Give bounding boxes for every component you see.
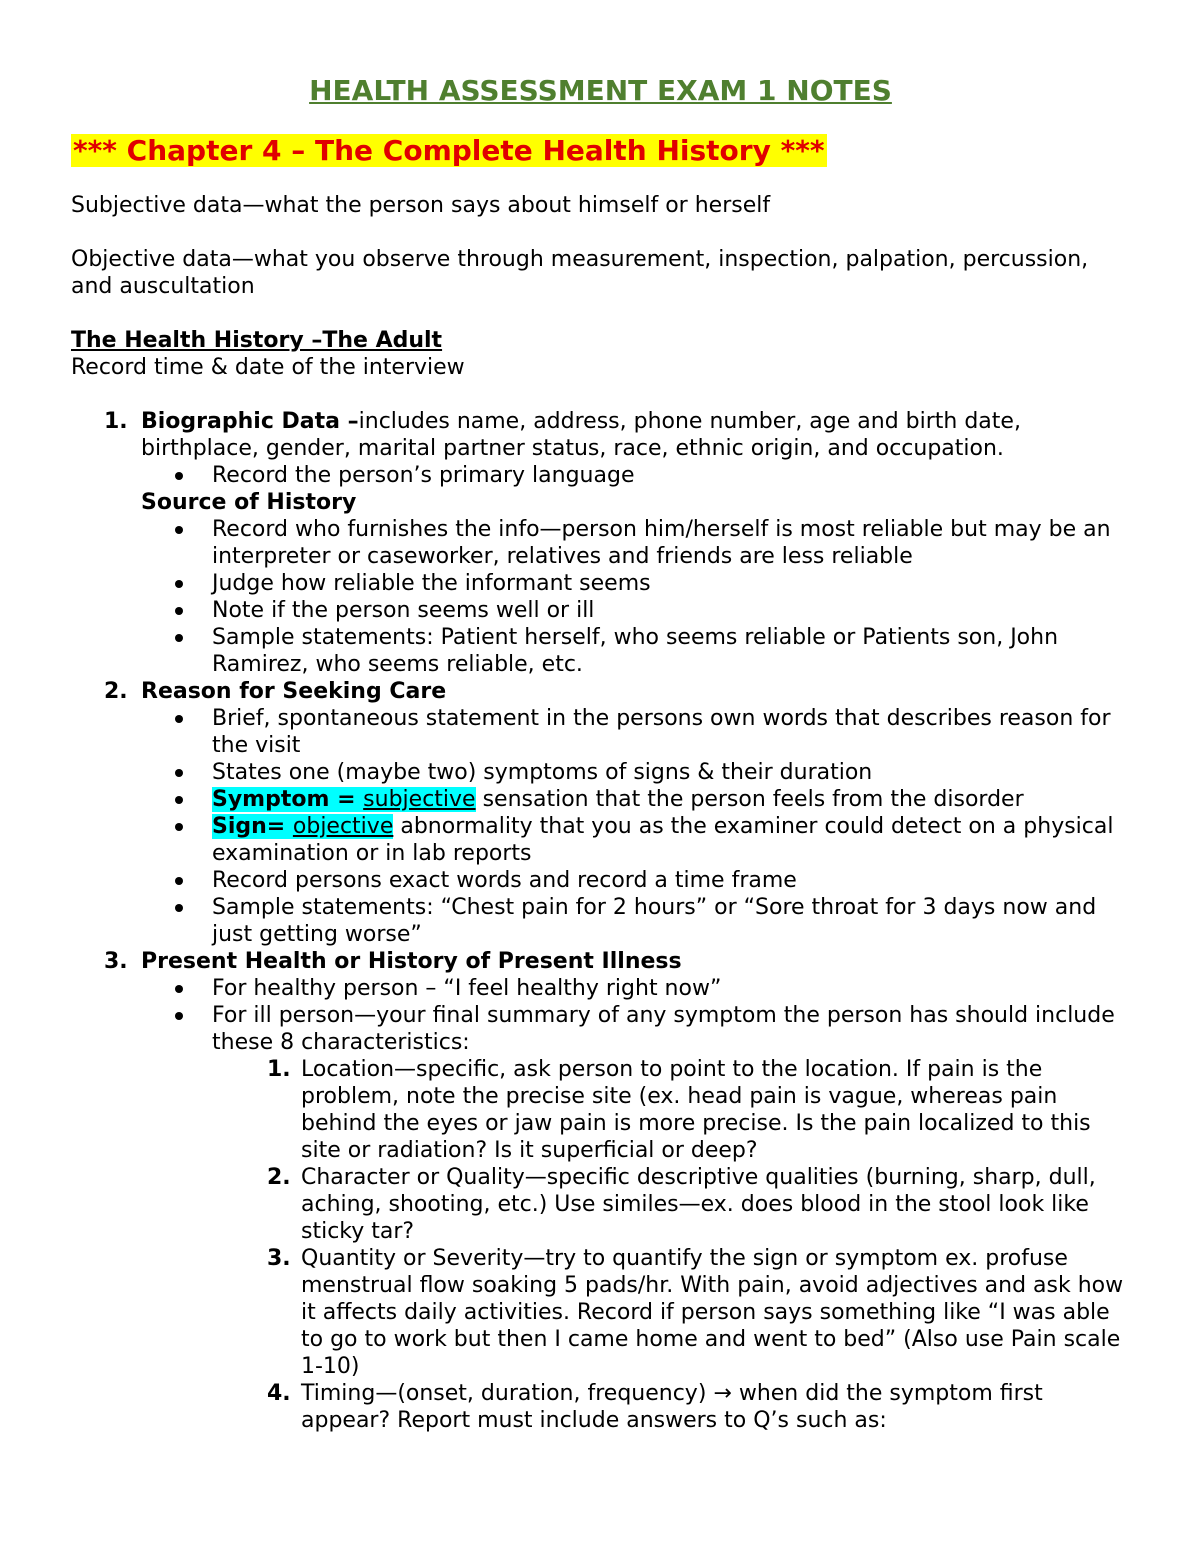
characteristic-text: Timing—(onset, duration, frequency) → when did the symptom first appear? Report must include answers to Q’s such as:	[301, 1381, 1043, 1433]
characteristic-text: Character or Quality—specific descriptive qualities (burning, sharp, dull, aching, shooting, etc.) Use similes—ex. does blood in the stool look like sticky tar?	[301, 1165, 1096, 1244]
subheading-source-of-history: Source of History	[141, 490, 357, 515]
objective-definition: Objective data—what you observe through measurement, inspection, palpation, percussion, and auscultation	[71, 247, 1089, 299]
bullet-item: For healthy person – “I feel healthy right now”	[212, 975, 1130, 1002]
symptom-term: subjective	[363, 787, 476, 812]
bullet-item-symptom	[212, 786, 1130, 813]
item-number: 2.	[104, 679, 128, 704]
bullet-item: Record persons exact words and record a time frame	[212, 867, 1130, 894]
symptom-definition: sensation that the person feels from the disorder	[475, 787, 1024, 812]
symptom-label: Symptom =	[212, 787, 364, 812]
bullet-list	[141, 975, 1130, 1434]
chapter-heading	[71, 132, 1130, 170]
bullet-list	[141, 705, 1130, 948]
bullet-item-sign	[212, 813, 1130, 867]
characteristic-text: Location—specific, ask person to point to the location. If pain is the problem, note the precise site (ex. head pain is vague, whereas pain behind the eyes or jaw pain is more precise. Is the pain localized to this site or radiation? Is it superficial or deep?	[301, 1057, 1091, 1163]
list-item-reason-for-care	[104, 678, 1130, 948]
document-title: HEALTH ASSESSMENT EXAM 1 NOTES	[309, 74, 892, 107]
bullet-item: Brief, spontaneous statement in the persons own words that describes reason for the visit	[212, 705, 1130, 759]
sign-label: Sign=	[212, 814, 293, 839]
characteristic-text: Quantity or Severity—try to quantify the sign or symptom ex. profuse menstrual flow soaking 5 pads/hr. With pain, avoid adjectives and ask how it affects daily activities. Record if person says something like “I was able to go to work but then I came home and went to bed” (Also use Pain scale 1-10)	[301, 1246, 1124, 1379]
history-list	[71, 408, 1130, 1434]
sign-term: objective	[292, 814, 394, 839]
list-item-present-health	[104, 948, 1130, 1434]
characteristic-number: 1.	[267, 1057, 291, 1082]
bullet-item: Sample statements: “Chest pain for 2 hours” or “Sore throat for 3 days now and just getting worse”	[212, 894, 1130, 948]
item-text: includes name, address, phone number, age and birth date, birthplace, gender, marital partner status, race, ethnic origin, and occupation.	[141, 409, 1021, 461]
characteristic-number: 3.	[267, 1246, 291, 1271]
section-note: Record time & date of the interview	[71, 355, 465, 380]
sign-definition: abnormality that you as the examiner could detect on a physical examination or in lab reports	[212, 814, 1114, 866]
characteristics-list	[212, 1056, 1130, 1434]
bullet-list	[141, 462, 1130, 489]
bullet-list	[141, 516, 1130, 678]
characteristic-item	[267, 1056, 1130, 1164]
section-heading: The Health History –The Adult	[71, 328, 443, 353]
list-item-biographic	[104, 408, 1130, 678]
bullet-item: Record the person’s primary language	[212, 462, 1130, 489]
characteristic-number: 4.	[267, 1381, 291, 1406]
item-heading: Reason for Seeking Care	[141, 679, 447, 704]
characteristic-item	[267, 1245, 1130, 1380]
item-heading: Biographic Data –	[141, 409, 359, 434]
bullet-item: Judge how reliable the informant seems	[212, 570, 1130, 597]
chapter-heading-text: *** Chapter 4 – The Complete Health History ***	[73, 134, 825, 167]
item-heading: Present Health or History of Present Illness	[141, 949, 682, 974]
bullet-item: Record who furnishes the info—person him/herself is most reliable but may be an interpreter or caseworker, relatives and friends are less reliable	[212, 516, 1130, 570]
bullet-item	[212, 1002, 1130, 1434]
item-number: 3.	[104, 949, 128, 974]
bullet-item: States one (maybe two) symptoms of signs & their duration	[212, 759, 1130, 786]
bullet-item: Sample statements: Patient herself, who seems reliable or Patients son, John Ramirez, who seems reliable, etc.	[212, 624, 1130, 678]
bullet-text: For ill person—your final summary of any symptom the person has should include these 8 characteristics:	[212, 1003, 1115, 1055]
item-number: 1.	[104, 409, 128, 434]
characteristic-number: 2.	[267, 1165, 291, 1190]
characteristic-item	[267, 1164, 1130, 1245]
subjective-definition: Subjective data—what the person says about himself or herself	[71, 193, 771, 218]
characteristic-item	[267, 1380, 1130, 1434]
bullet-item: Note if the person seems well or ill	[212, 597, 1130, 624]
